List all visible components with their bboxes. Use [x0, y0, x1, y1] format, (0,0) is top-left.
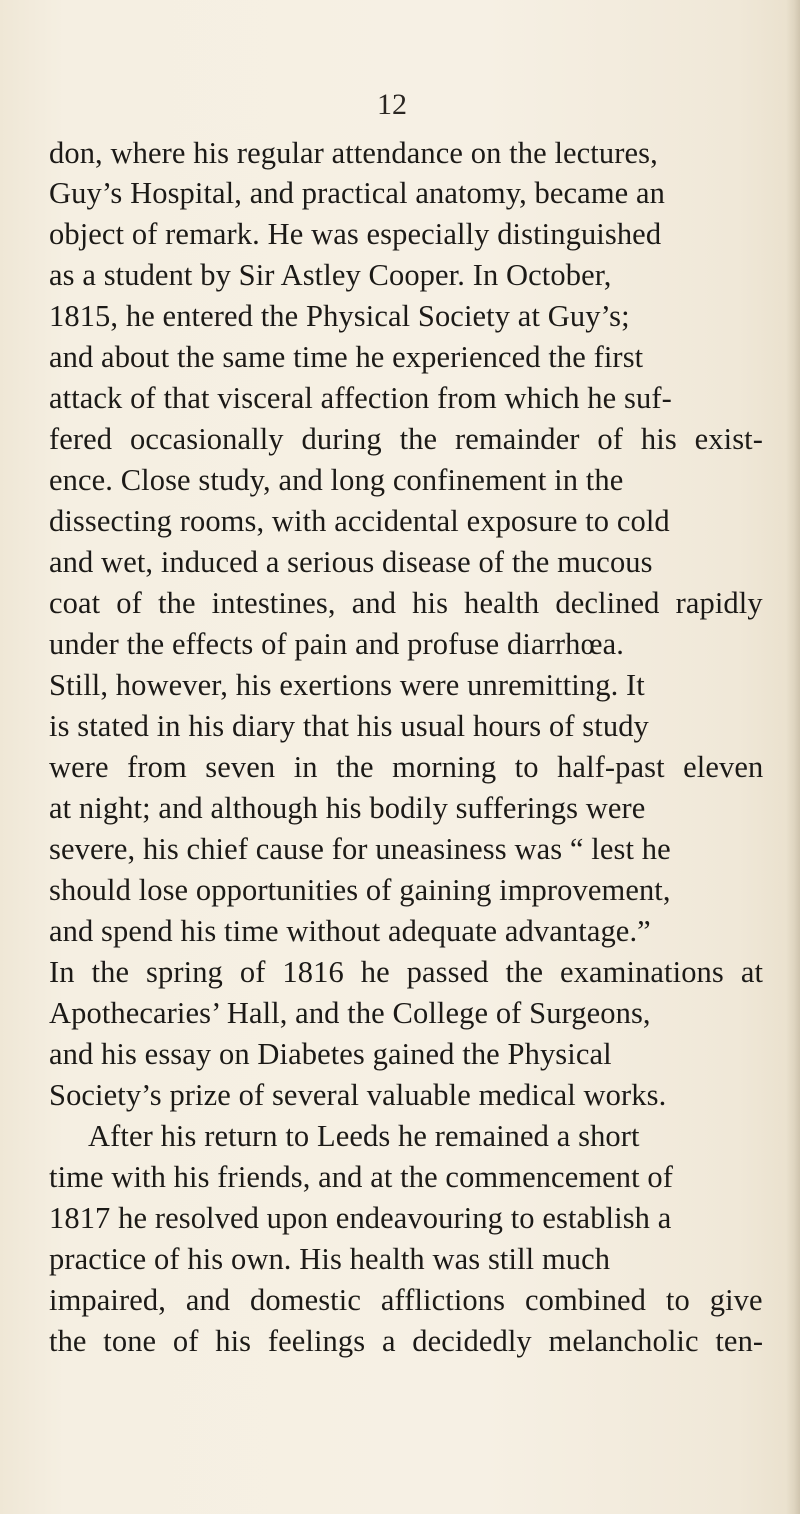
text-line-1: don, where his regular attendance on the lectures, — [49, 136, 658, 170]
text-line-13: under the effects of pain and profuse diarrhœa. — [49, 627, 624, 661]
text-line-18: severe, his chief cause for uneasiness was “ lest he — [49, 832, 671, 866]
text-line-8: fered occasionally during the remainder of his exist- — [49, 422, 764, 456]
text-line-10: dissecting rooms, with accidental exposure to cold — [49, 504, 670, 538]
text-line-4: as a student by Sir Astley Cooper. In October, — [49, 258, 612, 292]
text-line-6: and about the same time he experienced the first — [49, 340, 644, 374]
text-line-16: were from seven in the morning to half-past eleven — [49, 750, 764, 784]
text-line-21: In the spring of 1816 he passed the examinations at — [49, 955, 764, 989]
text-line-24: Society’s prize of several valuable medical works. — [49, 1078, 667, 1112]
text-line-14: Still, however, his exertions were unremitting. It — [49, 668, 645, 702]
text-line-9: ence. Close study, and long confinement in the — [49, 463, 624, 497]
text-line-19: should lose opportunities of gaining improvement, — [49, 873, 671, 907]
text-line-20: and spend his time without adequate advantage.” — [49, 914, 651, 948]
text-line-29: impaired, and domestic afflictions combined to give — [49, 1283, 763, 1317]
text-line-25: After his return to Leeds he remained a short — [88, 1119, 640, 1153]
text-line-15: is stated in his diary that his usual hours of study — [49, 709, 649, 743]
text-line-5: 1815, he entered the Physical Society at Guy’s; — [49, 299, 630, 333]
text-line-27: 1817 he resolved upon endeavouring to establish a — [49, 1201, 672, 1235]
text-line-2: Guy’s Hospital, and practical anatomy, became an — [49, 176, 665, 210]
text-line-23: and his essay on Diabetes gained the Physical — [49, 1037, 612, 1071]
text-line-30: the tone of his feelings a decidedly melancholic ten- — [49, 1324, 764, 1358]
text-line-12: coat of the intestines, and his health declined rapidly — [49, 586, 763, 620]
text-line-17: at night; and although his bodily sufferings were — [49, 791, 646, 825]
text-line-3: object of remark. He was especially distinguished — [49, 217, 662, 251]
text-line-26: time with his friends, and at the commencement of — [49, 1160, 674, 1194]
text-line-7: attack of that visceral affection from which he suf- — [49, 381, 672, 415]
text-line-28: practice of his own. His health was still much — [49, 1242, 611, 1276]
page-number: 12 — [377, 88, 407, 121]
text-line-22: Apothecaries’ Hall, and the College of Surgeons, — [49, 996, 651, 1030]
text-line-11: and wet, induced a serious disease of the mucous — [49, 545, 653, 579]
